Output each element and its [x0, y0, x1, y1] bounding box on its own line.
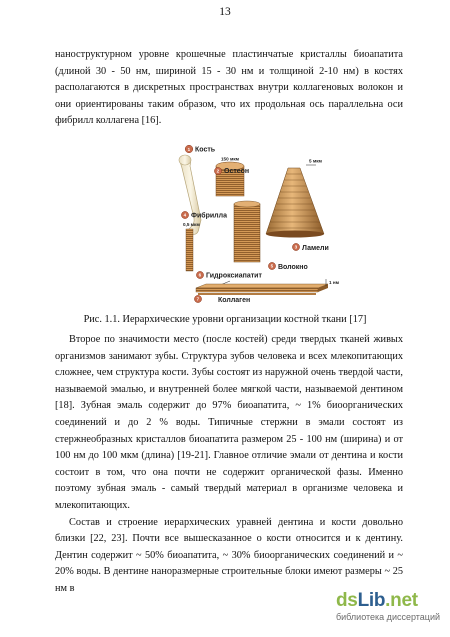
collagen-scale: 1 нм: [329, 280, 340, 285]
lamellae-coil: [266, 168, 324, 238]
paragraph-text: Второе по значимости место (после костей) среди твердых тканей живых организмов занимают зубы. Структура зубов человека и всех млекопитающих сложнее, чем структура кости. Зубы состоят из наружной очень твердой части, называемой эмалью, и внутренней более мягкой части, называемой дентином [18]. Зубная эмаль содержит до 97% биоапатита, ~ 1% биоорганических соединений и до 2 % воды. Типичные стержни в эмали состоят из стержнеобразных кристаллов биоапатита размером 25 - 100 нм (ширина) и от 100 нм до 100 мкм (длина) [19-21]. Главное отличие эмали от дентина и кости состоит в том, что она почти не содержит органической фазы. Именно поэтому зубная эмаль - самый твердый материал в организме человека и млекопитающих.: [55, 334, 403, 511]
label-fiber: Волокно: [278, 264, 308, 271]
paragraph: [55, 332, 403, 515]
logo-lib: Lib: [357, 590, 386, 611]
text-block-top: [55, 47, 403, 130]
figure-svg: [168, 138, 352, 304]
label-collagen: Коллаген: [218, 297, 251, 304]
logo-ds: ds: [336, 590, 358, 611]
paragraph: наноструктурном уровне крошечные пластинчатые кристаллы биоапатита (длиной 30 - 50 нм, шириной 15 - 30 нм и толщиной 2-10 нм) в костях располагаются в дискретных пространствах внутри коллагеновых волокон и они ориентированы таким образом, что их продольная ось параллельна оси фибрилл коллагена [16].: [55, 49, 403, 127]
label-hydroxyapatite: Гидроксиапатит: [206, 272, 262, 280]
figure-caption: Рис. 1.1. Иерархические уровни организации костной ткани [17]: [83, 314, 367, 325]
badge-4-text: 4: [183, 212, 187, 218]
label-osteon: Остеон: [224, 168, 250, 175]
fibril-stack: [234, 201, 260, 262]
paragraph: [55, 515, 403, 598]
watermark-subtitle: библиотека диссертаций: [336, 612, 441, 622]
badge-6-text: 6: [198, 272, 202, 278]
label-bone: Кость: [195, 146, 216, 154]
badge-1-text: 1: [187, 146, 191, 152]
collagen-plates: [196, 284, 328, 295]
thin-fibril: [186, 229, 193, 271]
watermark-logo: [336, 591, 446, 611]
page-number: 13: [219, 6, 231, 18]
text-block-bottom: [55, 332, 403, 598]
fibril-scale: 0,5 мкм: [183, 222, 200, 227]
badge-5-text: 5: [270, 263, 274, 269]
label-fibril: Фибрилла: [191, 212, 227, 220]
lamellae-scale: 5 мкм: [309, 158, 322, 164]
badge-2-text: 2: [216, 168, 220, 174]
paragraph-text: Состав и строение иерархических уравней дентина и кости довольно близки [22, 23]. Почти все вышесказанное о кости относится и к дентину. Дентин содержит ~ 50% биоапатита, ~ 30% биоорганических соединений и ~ 20% воды. В дентине наноразмерные строительные блоки имеют размеры ~ 25 нм в: [55, 516, 403, 594]
osteon-scale: 150 мкм: [221, 156, 240, 162]
logo-net: .net: [385, 590, 418, 611]
badge-7-text: 7: [196, 296, 200, 302]
bone-hierarchy-figure: [168, 138, 352, 304]
watermark: [336, 591, 446, 623]
label-lamellae: Ламели: [302, 245, 329, 252]
badge-3-text: 3: [294, 244, 298, 250]
